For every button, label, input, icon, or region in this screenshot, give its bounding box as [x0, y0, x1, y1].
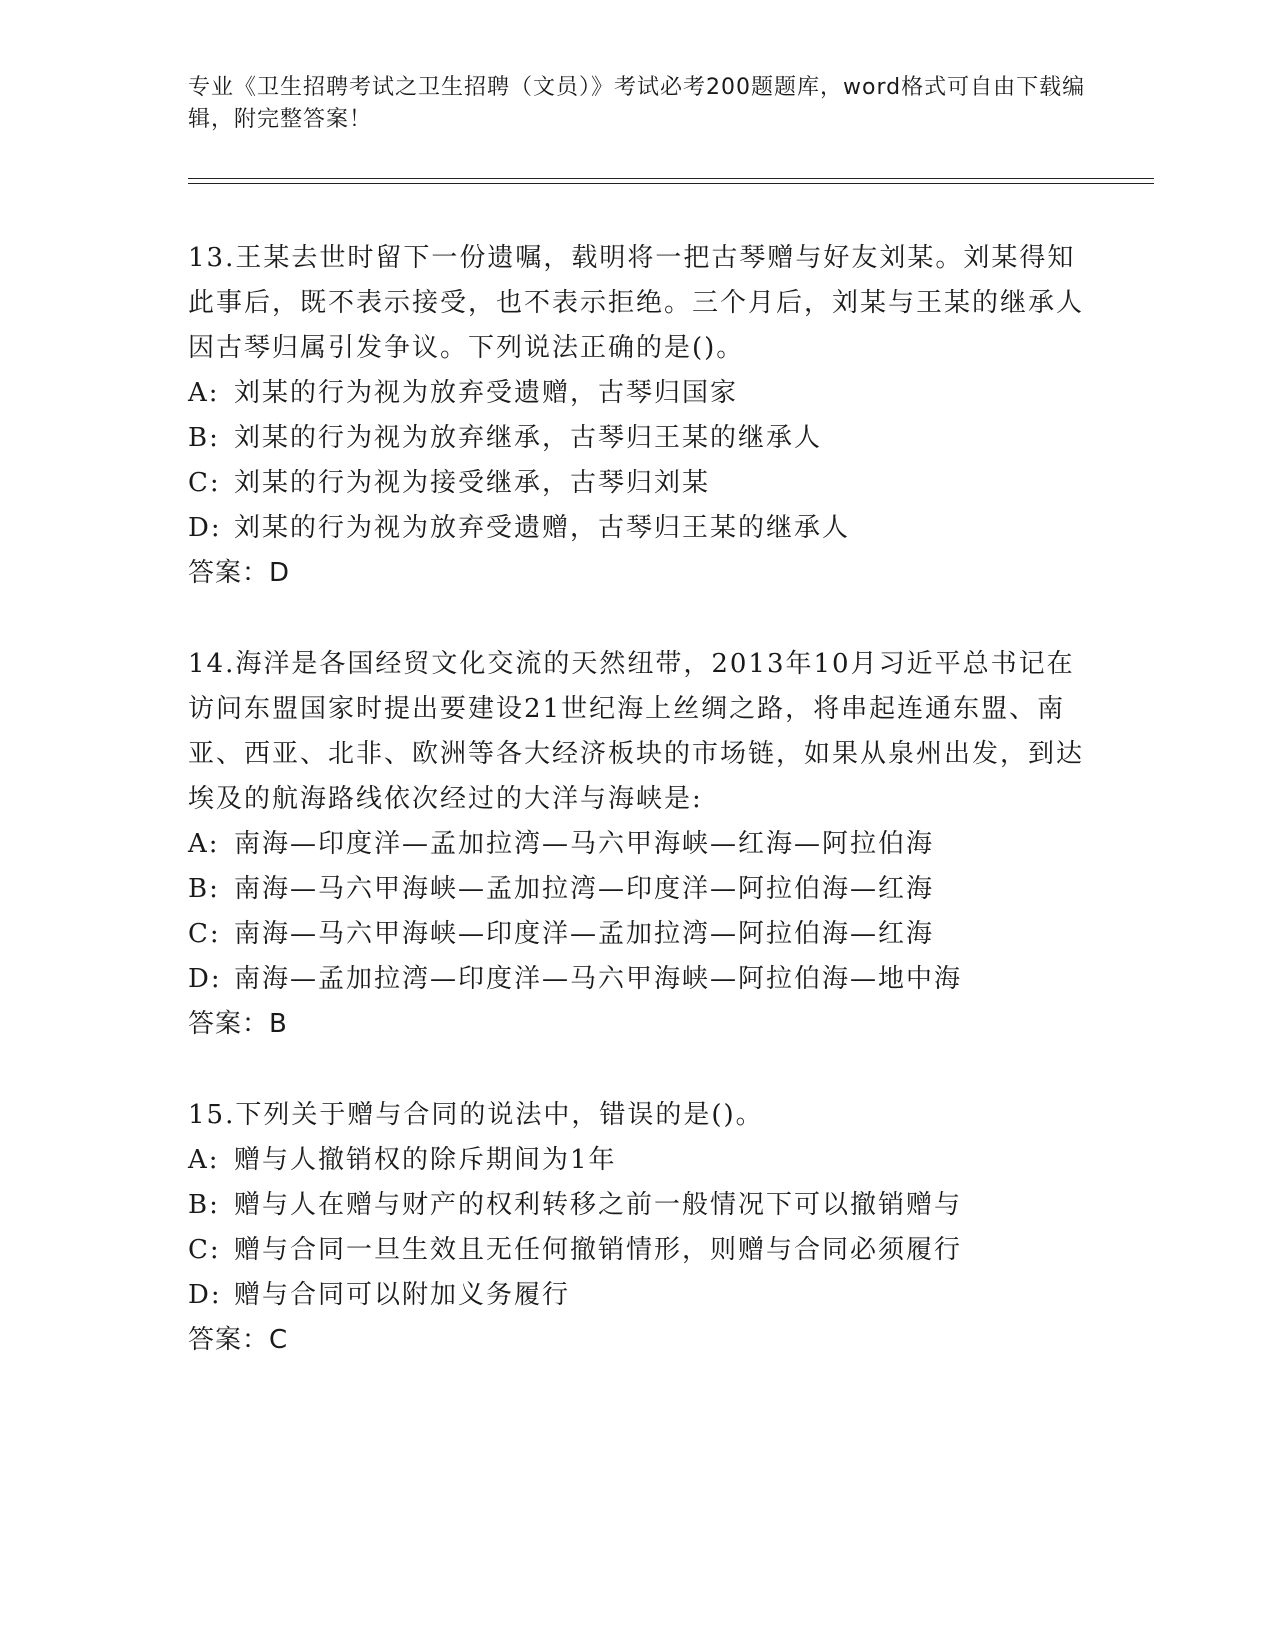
option-text: 南海—马六甲海峡—印度洋—孟加拉湾—阿拉伯海—红海	[234, 919, 935, 949]
option-b	[188, 1183, 1088, 1228]
option-text: 刘某的行为视为放弃受遗赠，古琴归王某的继承人	[234, 513, 851, 543]
option-key: C:	[188, 468, 221, 498]
option-key: B:	[188, 874, 220, 904]
option-text: 刘某的行为视为放弃受遗赠，古琴归国家	[234, 378, 739, 408]
header-divider-top	[188, 178, 1154, 179]
option-text: 赠与人撤销权的除斥期间为1年	[234, 1145, 617, 1175]
option-b	[188, 416, 1088, 461]
option-key: C:	[188, 1235, 221, 1265]
option-list	[188, 822, 1088, 1002]
option-key: B:	[188, 1190, 220, 1220]
option-c	[188, 461, 1088, 506]
option-b	[188, 867, 1088, 912]
option-list	[188, 1138, 1088, 1318]
option-text: 南海—马六甲海峡—孟加拉湾—印度洋—阿拉伯海—红海	[234, 874, 935, 904]
option-text: 南海—孟加拉湾—印度洋—马六甲海峡—阿拉伯海—地中海	[234, 964, 963, 994]
option-d	[188, 1273, 1088, 1318]
answer-line: 答案：D	[188, 558, 291, 588]
option-text: 刘某的行为视为放弃继承，古琴归王某的继承人	[234, 423, 823, 453]
option-text: 刘某的行为视为接受继承，古琴归刘某	[234, 468, 711, 498]
option-a	[188, 371, 1088, 416]
question-15	[188, 1093, 1088, 1363]
option-c	[188, 912, 1088, 957]
option-key: A:	[188, 829, 220, 859]
option-text: 赠与人在赠与财产的权利转移之前一般情况下可以撤销赠与	[234, 1190, 963, 1220]
option-text: 南海—印度洋—孟加拉湾—马六甲海峡—红海—阿拉伯海	[234, 829, 935, 859]
option-key: A:	[188, 378, 220, 408]
option-c	[188, 1228, 1088, 1273]
header-divider-bottom	[188, 183, 1154, 184]
answer-line: 答案：C	[188, 1325, 289, 1355]
question-list	[188, 236, 1088, 1409]
question-stem: 13.王某去世时留下一份遗嘱，载明将一把古琴赠与好友刘某。刘某得知此事后，既不表示接受，也不表示拒绝。三个月后，刘某与王某的继承人因古琴归属引发争议。下列说法正确的是()。	[188, 243, 1085, 363]
question-14	[188, 642, 1088, 1047]
option-key: C:	[188, 919, 221, 949]
document-intro: 专业《卫生招聘考试之卫生招聘（文员）》考试必考200题题库，word格式可自由下载编辑，附完整答案！	[188, 75, 1086, 132]
question-stem: 14.海洋是各国经贸文化交流的天然纽带，2013年10月习近平总书记在访问东盟国家时提出要建设21世纪海上丝绸之路，将串起连通东盟、南亚、西亚、北非、欧洲等各大经济板块的市场链，如果从泉州出发，到达埃及的航海路线依次经过的大洋与海峡是:	[188, 649, 1085, 814]
option-d	[188, 506, 1088, 551]
option-text: 赠与合同可以附加义务履行	[234, 1280, 571, 1310]
option-key: B:	[188, 423, 220, 453]
question-13	[188, 236, 1088, 596]
option-key: D:	[188, 1280, 222, 1310]
option-key: A:	[188, 1145, 220, 1175]
option-d	[188, 957, 1088, 1002]
option-key: D:	[188, 964, 222, 994]
option-list	[188, 371, 1088, 551]
option-key: D:	[188, 513, 222, 543]
answer-line: 答案：B	[188, 1009, 288, 1039]
option-a	[188, 1138, 1088, 1183]
option-text: 赠与合同一旦生效且无任何撤销情形，则赠与合同必须履行	[234, 1235, 963, 1265]
question-stem: 15.下列关于赠与合同的说法中，错误的是()。	[188, 1100, 764, 1130]
option-a	[188, 822, 1088, 867]
